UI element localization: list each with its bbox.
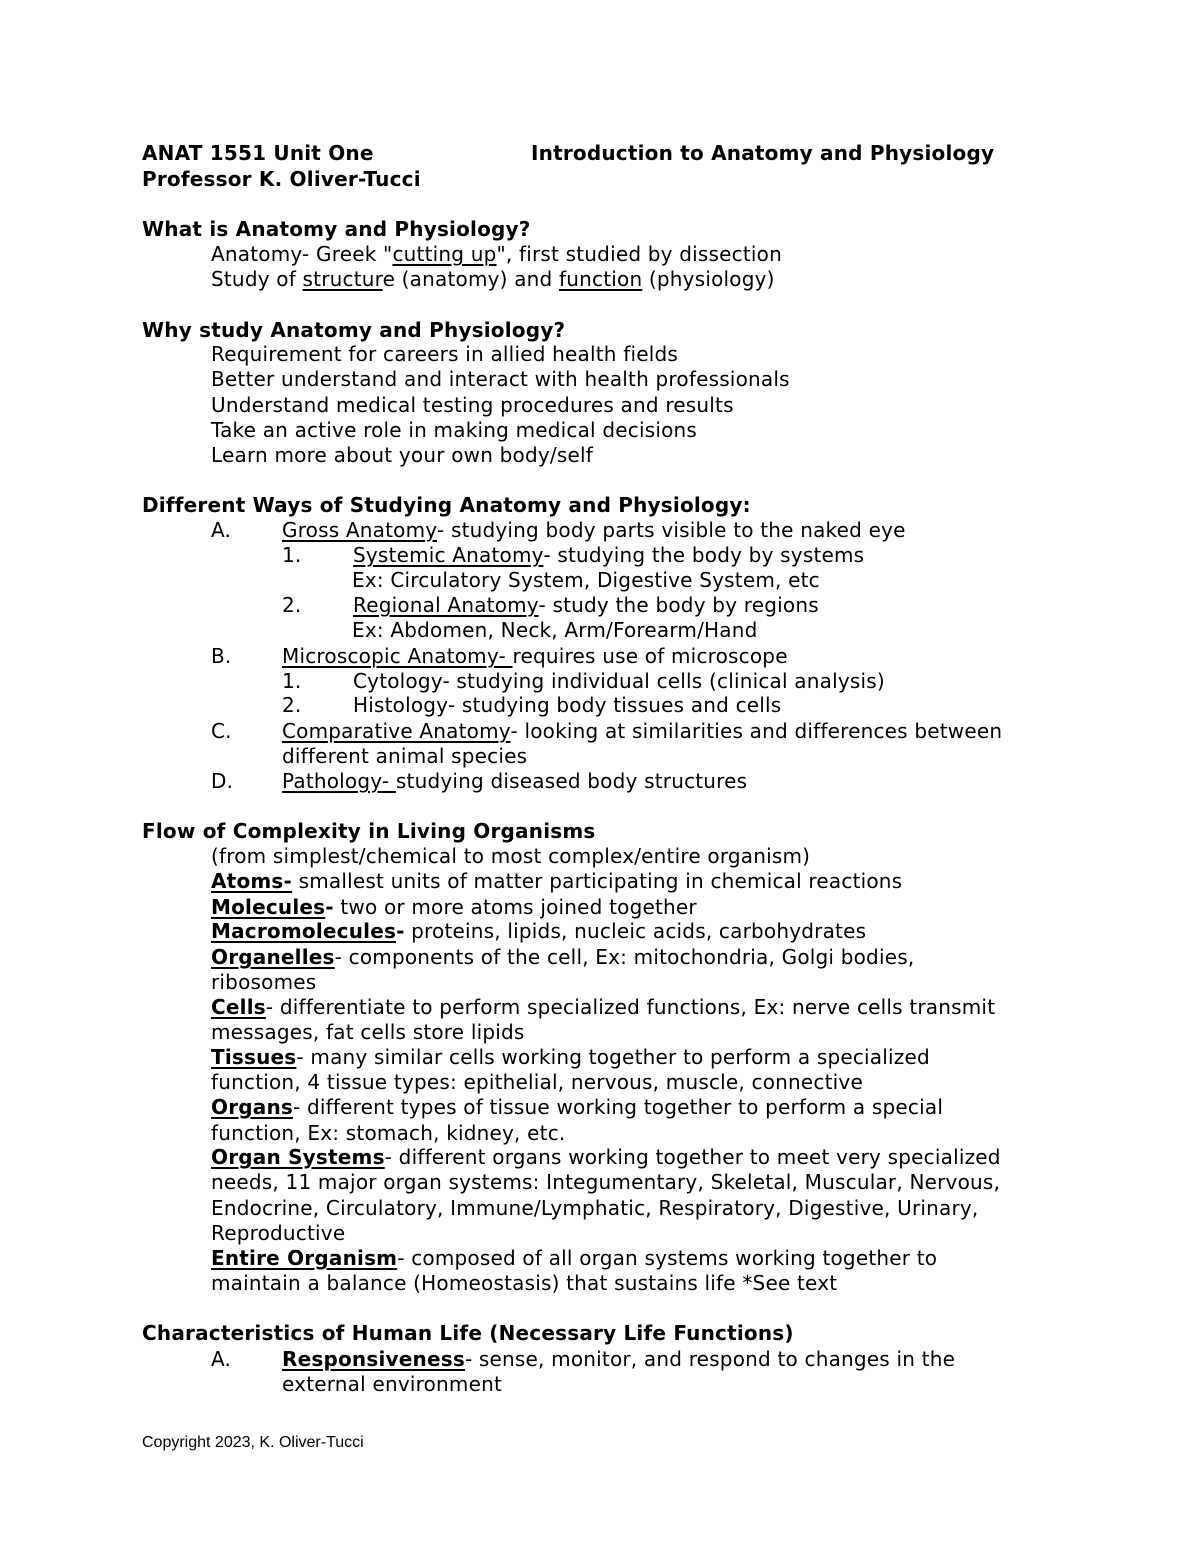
ways-item-a2-example: Ex: Abdomen, Neck, Arm/Forearm/Hand — [352, 618, 758, 642]
why-item: Learn more about your own body/self — [211, 443, 593, 467]
flow-entire-organism: Entire Organism- composed of all organ systems working together to — [211, 1246, 938, 1270]
flow-tissues-cont: function, 4 tissue types: epithelial, nervous, muscle, connective — [211, 1070, 863, 1094]
flow-heading: Flow of Complexity in Living Organisms — [142, 819, 596, 843]
copyright-footer: Copyright 2023, K. Oliver-Tucci — [142, 1434, 364, 1451]
course-title: ANAT 1551 Unit One — [142, 141, 374, 165]
ways-item-c-cont: different animal species — [282, 744, 528, 768]
document-page: ANAT 1551 Unit One Introduction to Anatomy and Physiology Professor K. Oliver-Tucci What is Anatomy and Physiology? Anatomy- Greek "cutting up", first studied by dissection Study of structure (anatomy) and function (physiology) Why study Anatomy and Physiology? Requirement for careers in allied health fields Better understand and interact with health professionals Understand medical testing procedures and results Take an active role in making medical decisions Learn more about your own body/self Different Ways of Studying Anatomy and Physiology: A. Gross Anatomy- studying body parts visible to the naked eye 1. Systemic Anatomy- studying the body by systems Ex: Circulatory System, Digestive System, etc 2. Regional Anatomy- study the body by regions Ex: Abdomen, Neck, Arm/Forearm/Hand B. Microscopic Anatomy- requires use of microscope 1. Cytology- studying individual cells (clinical analysis) 2. Histology- studying body tissues and cells C. Comparative Anatomy- looking at similarities and differences between different animal species D. Pathology- studying diseased body structures Flow of Complexity in Living Organisms (from simplest/chemical to most complex/entire organism) Atoms- smallest units of matter participating in chemical reactions Molecules- two or more atoms joined together Macromolecules- proteins, lipids, nucleic acids, carbohydrates Organelles- components of the cell, Ex: mitochondria, Golgi bodies, ribosomes Cells- differentiate to perform specialized functions, Ex: nerve cells transmit messages, fat cells store lipids Tissues- many similar cells working together to perform a specialized function, 4 tissue types: epithelial, nervous, muscle, connective Organs- different types of tissue working together to perform a special function, Ex: stomach, kidney, etc. Organ Systems- different organs working together to meet very specialized needs, 11 major organ systems: Integumentary, Skeletal, Muscular, Nervous, Endocrine, Circulatory, Immune/Lymphatic, Respiratory, Digestive, Urinary, Reproductive Entire Organism- composed of all organ systems working together to maintain a balance (Homeostasis) that sustains life *See text Characteristics of Human Life (Necessary Life Functions) A. Responsiveness- sense, monitor, and respond to changes in the external environment Copyright 2023, K. Oliver-Tucci — [142, 141, 1003, 1451]
flow-macromolecules: Macromolecules- proteins, lipids, nucleic acids, carbohydrates — [211, 919, 867, 943]
unit-title: Introduction to Anatomy and Physiology — [531, 141, 995, 165]
why-item: Better understand and interact with health professionals — [211, 367, 790, 391]
flow-entire-organism-cont: maintain a balance (Homeostasis) that sustains life *See text — [211, 1271, 838, 1295]
flow-tissues: Tissues- many similar cells working together to perform a specialized — [211, 1045, 930, 1069]
chars-item-a-cont: external environment — [282, 1372, 503, 1396]
flow-molecules: Molecules- two or more atoms joined together — [211, 895, 697, 919]
flow-organ-systems-cont: Reproductive — [211, 1221, 346, 1245]
flow-organelles: Organelles- components of the cell, Ex: mitochondria, Golgi bodies, — [211, 945, 915, 969]
flow-organs-cont: function, Ex: stomach, kidney, etc. — [211, 1121, 566, 1145]
why-heading: Why study Anatomy and Physiology? — [142, 318, 566, 342]
flow-cells: Cells- differentiate to perform specialized functions, Ex: nerve cells transmit — [211, 995, 996, 1019]
what-line-study: Study of structure (anatomy) and function (physiology) — [211, 267, 775, 291]
why-item: Understand medical testing procedures and results — [211, 393, 734, 417]
what-heading: What is Anatomy and Physiology? — [142, 217, 531, 241]
professor-name: Professor K. Oliver-Tucci — [142, 167, 421, 191]
flow-intro: (from simplest/chemical to most complex/entire organism) — [211, 844, 811, 868]
why-item: Requirement for careers in allied health fields — [211, 342, 678, 366]
flow-organs: Organs- different types of tissue working together to perform a special — [211, 1095, 944, 1119]
flow-cells-cont: messages, fat cells store lipids — [211, 1020, 525, 1044]
chars-heading: Characteristics of Human Life (Necessary Life Functions) — [142, 1321, 794, 1345]
flow-organ-systems-cont: Endocrine, Circulatory, Immune/Lymphatic, Respiratory, Digestive, Urinary, — [211, 1196, 979, 1220]
flow-organ-systems: Organ Systems- different organs working together to meet very specialized — [211, 1145, 1001, 1169]
what-line-anatomy: Anatomy- Greek "cutting up", first studied by dissection — [211, 242, 782, 266]
ways-heading: Different Ways of Studying Anatomy and Physiology: — [142, 493, 751, 517]
flow-atoms: Atoms- smallest units of matter participating in chemical reactions — [211, 869, 903, 893]
flow-organ-systems-cont: needs, 11 major organ systems: Integumentary, Skeletal, Muscular, Nervous, — [211, 1170, 1001, 1194]
ways-item-a1-example: Ex: Circulatory System, Digestive System, etc — [352, 568, 820, 592]
why-item: Take an active role in making medical decisions — [211, 418, 698, 442]
flow-organelles-cont: ribosomes — [211, 970, 317, 994]
